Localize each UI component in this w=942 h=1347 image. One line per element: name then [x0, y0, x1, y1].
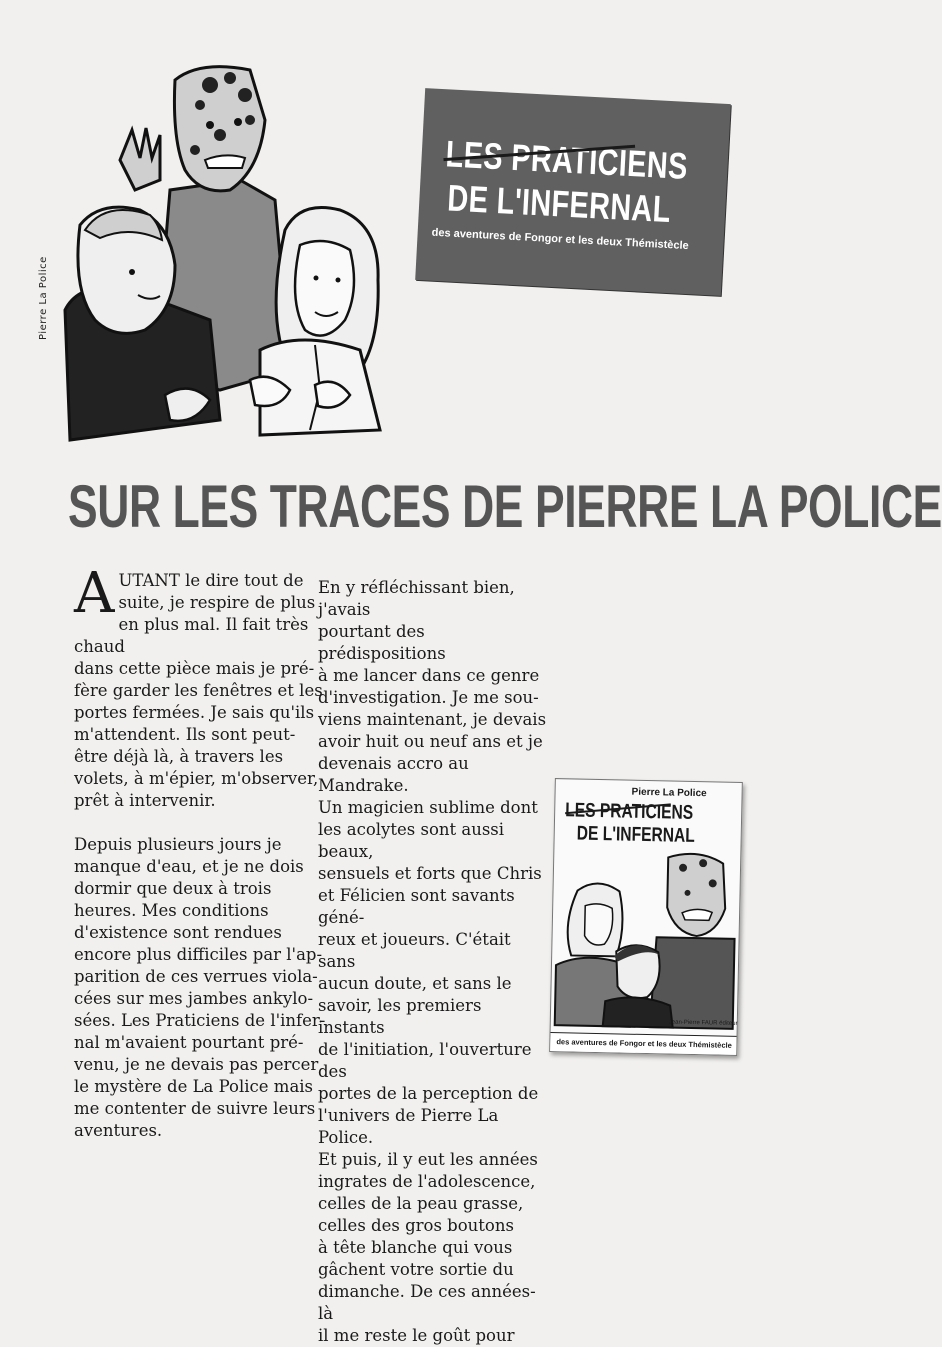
- text-line: les acolytes sont aussi beaux,: [318, 820, 505, 861]
- text-line: celles de la peau grasse,: [318, 1194, 524, 1213]
- text-line: m'attendent. Ils sont peut-: [74, 725, 296, 744]
- article-left-column: [74, 561, 326, 1142]
- text-line: et Félicien sont savants géné-: [318, 886, 515, 927]
- text-line: avoir huit ou neuf ans et je: [318, 732, 543, 751]
- text-line: UTANT le dire tout de: [118, 571, 304, 590]
- text-line: fère garder les fenêtres et les: [74, 681, 323, 700]
- text-line: sées. Les Praticiens de l'infer-: [74, 1011, 326, 1030]
- text-line: En y réfléchissant bien, j'avais: [318, 578, 515, 619]
- series-subtitle: des aventures de Fongor et les deux Thémistècle: [431, 226, 690, 253]
- text-line: prêt à intervenir.: [74, 791, 216, 810]
- cover-title-line2: DE L'INFERNAL: [576, 822, 696, 848]
- cover-author: Pierre La Police: [631, 786, 707, 800]
- text-line: parition de ces verrues viola-: [74, 967, 318, 986]
- text-line: nal m'avaient pourtant pré-: [74, 1033, 304, 1052]
- text-line: volets, à m'épier, m'observer,: [74, 769, 319, 788]
- text-line: encore plus difficiles par l'ap-: [74, 945, 323, 964]
- paragraph-2: [74, 834, 326, 1142]
- cover-title-line1: LES PRATICIENS: [564, 799, 694, 824]
- text-line: celles des gros boutons: [318, 1216, 514, 1235]
- series-title-line1: LES PRATICIENS: [444, 133, 689, 187]
- text-line: suite, je respire de plus: [118, 593, 316, 612]
- text-line: en plus mal. Il fait très chaud: [74, 615, 309, 656]
- text-line: dans cette pièce mais je pré-: [74, 659, 315, 678]
- artist-signature: Pierre La Police: [38, 256, 49, 340]
- text-line: dormir que deux à trois: [74, 879, 272, 898]
- text-line: aucun doute, et sans le: [318, 974, 512, 993]
- cover-bottom-band: [550, 1032, 736, 1055]
- text-line: portes de la perception de: [318, 1084, 539, 1103]
- text-line: d'existence sont rendues: [74, 923, 282, 942]
- text-line: cées sur mes jambes ankylo-: [74, 989, 314, 1008]
- book-cover-image: [549, 778, 743, 1056]
- text-line: sensuels et forts que Chris: [318, 864, 542, 883]
- text-line: devenais accro au Mandrake.: [318, 754, 469, 795]
- text-line: Un magicien sublime dont: [318, 798, 538, 817]
- text-line: reux et joueurs. C'était sans: [318, 930, 511, 971]
- text-line: gâchent votre sortie du: [318, 1260, 514, 1279]
- text-line: dimanche. De ces années-là: [318, 1282, 536, 1323]
- text-line: savoir, les premiers instants: [318, 996, 482, 1037]
- text-line: aventures.: [74, 1121, 163, 1140]
- text-line: portes fermées. Je sais qu'ils: [74, 703, 315, 722]
- text-line: le mystère de La Police mais: [74, 1077, 314, 1096]
- article-right-column: [318, 577, 550, 1347]
- cover-illustration: [555, 845, 737, 1029]
- text-line: venu, je ne devais pas percer: [74, 1055, 319, 1074]
- drop-cap: A: [74, 561, 115, 626]
- text-line: Et puis, il y eut les années: [318, 1150, 538, 1169]
- text-line: l'univers de Pierre La Police.: [318, 1106, 499, 1147]
- text-line: il me reste le goût pour: [318, 1326, 515, 1345]
- series-title-box: [415, 88, 731, 296]
- text-line: d'investigation. Je me sou-: [318, 688, 539, 707]
- text-line: ingrates de l'adolescence,: [318, 1172, 536, 1191]
- characters-illustration: [60, 40, 400, 450]
- cover-publisher-mark: Jean-Pierre FAUR éditeur: [668, 1019, 738, 1027]
- article-headline: SUR LES TRACES DE PIERRE LA POLICE: [68, 473, 942, 540]
- series-title-line2: DE L'INFERNAL: [446, 177, 672, 231]
- text-line: heures. Mes conditions: [74, 901, 269, 920]
- text-line: me contenter de suivre leurs: [74, 1099, 316, 1118]
- text-line: à me lancer dans ce genre: [318, 666, 540, 685]
- cover-subtitle: des aventures de Fongor et les deux Thémistècle: [556, 1037, 732, 1050]
- text-line: manque d'eau, et je ne dois: [74, 857, 304, 876]
- text-line: pourtant des prédispositions: [318, 622, 446, 663]
- text-line: de l'initiation, l'ouverture des: [318, 1040, 532, 1081]
- text-line: à tête blanche qui vous: [318, 1238, 513, 1257]
- text-line: être déjà là, à travers les: [74, 747, 284, 766]
- text-line: viens maintenant, je devais: [318, 710, 547, 729]
- text-line: Depuis plusieurs jours je: [74, 835, 282, 854]
